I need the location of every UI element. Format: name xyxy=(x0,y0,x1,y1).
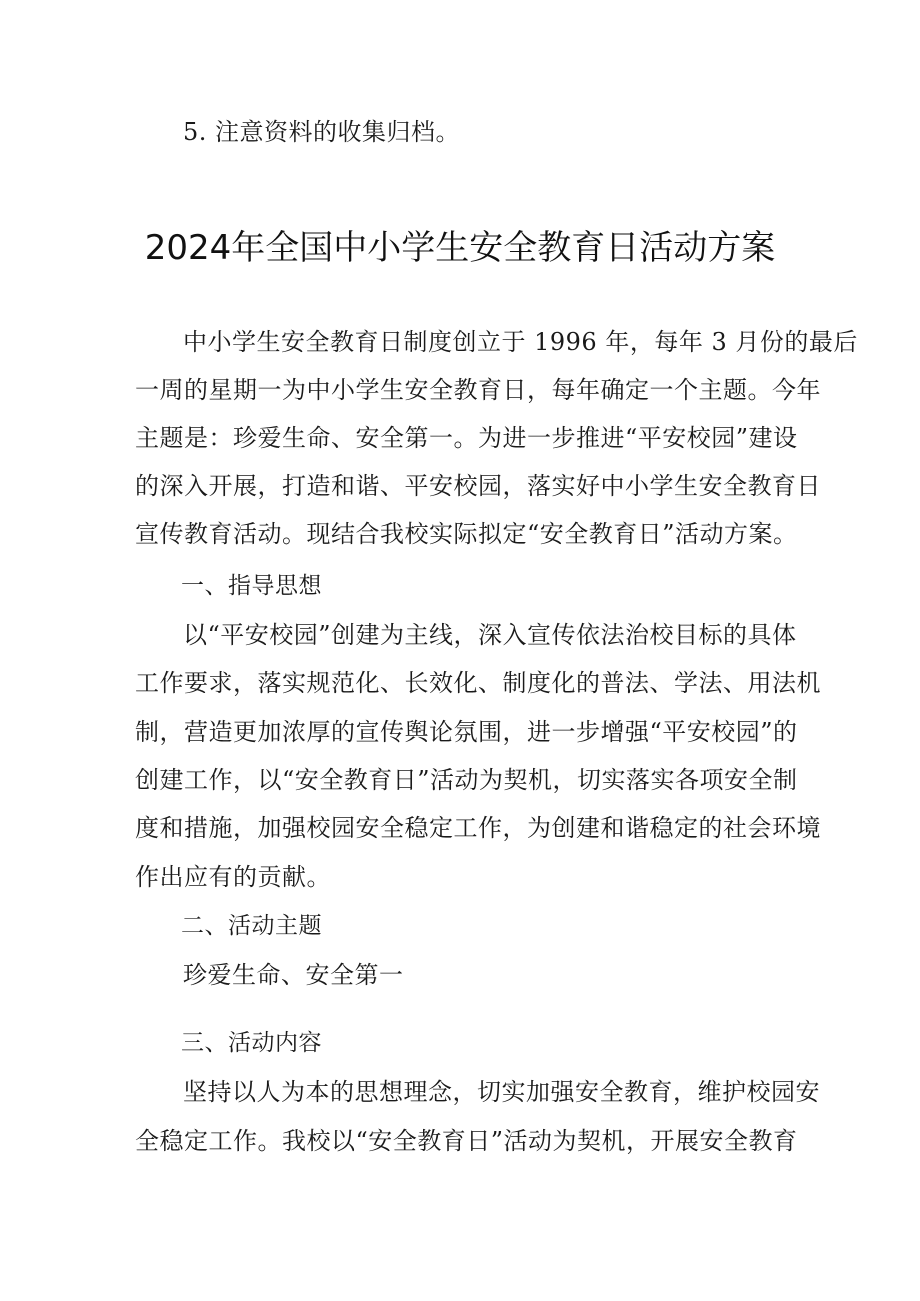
paragraph-line: 一周的星期一为中小学生安全教育日，每年确定一个主题。今年 xyxy=(135,376,821,404)
paragraph-line: 中小学生安全教育日制度创立于 1996 年，每年 3 月份的最后 xyxy=(183,328,858,356)
paragraph-line: 以“平安校园”创建为主线，深入宣传依法治校目标的具体 xyxy=(183,621,797,649)
activity-theme-text: 珍爱生命、安全第一 xyxy=(183,961,404,989)
paragraph-line: 主题是：珍爱生命、安全第一。为进一步推进“平安校园”建设 xyxy=(135,424,798,452)
paragraph-line: 度和措施，加强校园安全稳定工作，为创建和谐稳定的社会环境 xyxy=(135,814,821,842)
paragraph-line: 坚持以人为本的思想理念，切实加强安全教育，维护校园安 xyxy=(183,1078,820,1106)
paragraph-line: 作出应有的贡献。 xyxy=(135,863,331,891)
previous-list-item: 5. 注意资料的收集归档。 xyxy=(183,118,461,146)
section-heading-activity-theme: 二、活动主题 xyxy=(181,913,322,939)
paragraph-line: 创建工作，以“安全教育日”活动为契机，切实落实各项安全制 xyxy=(135,766,798,794)
document-title: 2024年全国中小学生安全教育日活动方案 xyxy=(144,228,776,268)
paragraph-line: 工作要求，落实规范化、长效化、制度化的普法、学法、用法机 xyxy=(135,669,821,697)
paragraph-line: 制，营造更加浓厚的宣传舆论氛围，进一步增强“平安校园”的 xyxy=(135,718,798,746)
section-heading-activity-content: 三、活动内容 xyxy=(181,1030,322,1056)
section-heading-guiding-ideology: 一、指导思想 xyxy=(181,573,322,599)
paragraph-line: 全稳定工作。我校以“安全教育日”活动为契机，开展安全教育 xyxy=(135,1127,798,1155)
paragraph-line: 的深入开展，打造和谐、平安校园，落实好中小学生安全教育日 xyxy=(135,472,821,500)
paragraph-line: 宣传教育活动。现结合我校实际拟定“安全教育日”活动方案。 xyxy=(135,520,798,548)
